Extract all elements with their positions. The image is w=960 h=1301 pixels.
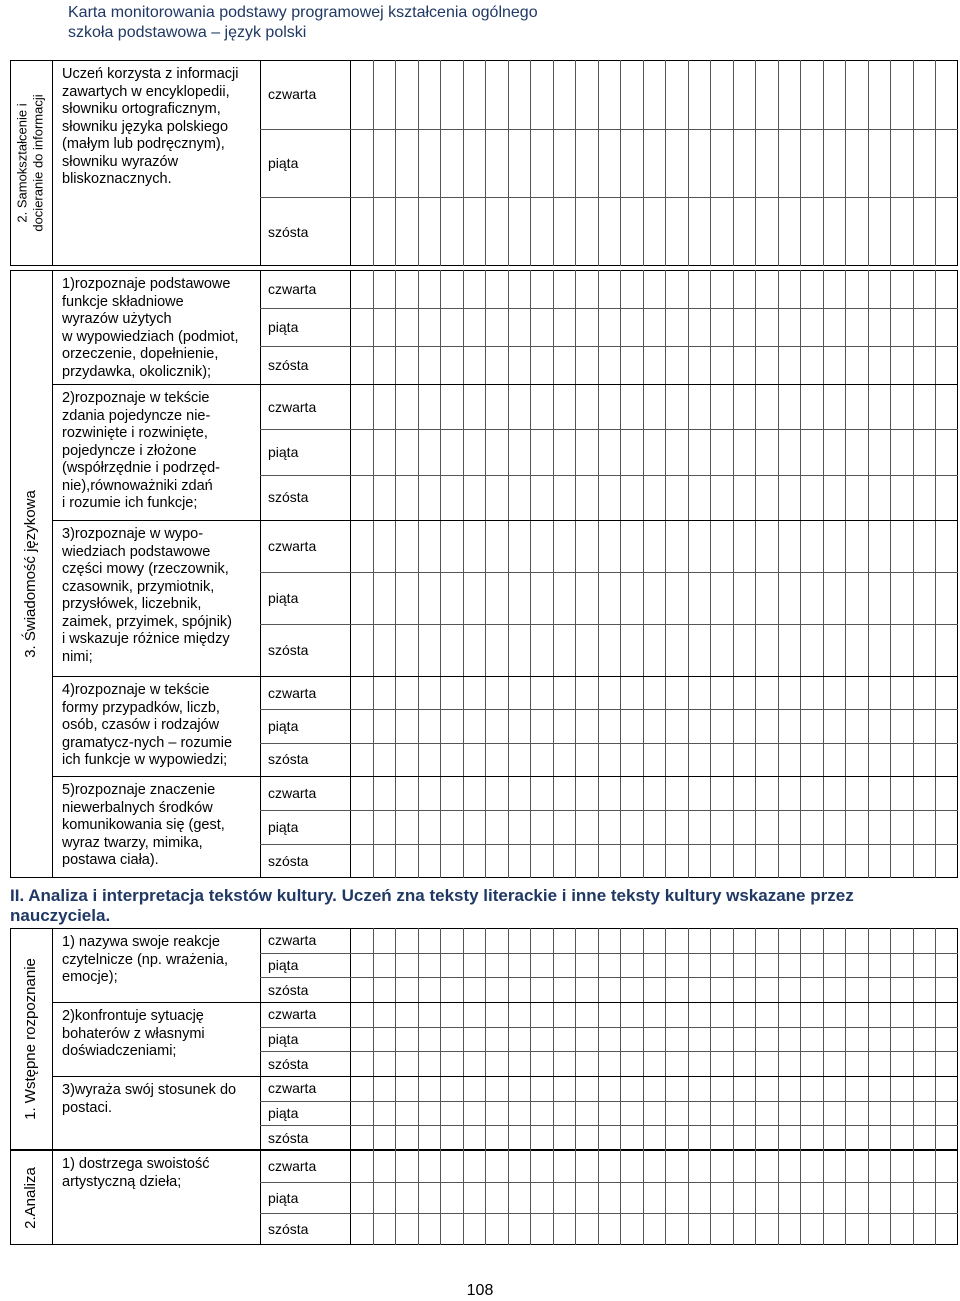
block_samoksztalcenie-grid-col [665,60,666,266]
block_samoksztalcenie-grid-col [395,60,396,266]
block_analiza-grid-col [868,1150,869,1245]
block_analiza-grid-col [373,1150,374,1245]
grade-label-czwarta: czwarta [268,685,317,701]
block_rozpoznanie-grid-col [620,928,621,1150]
block_rozpoznanie-grid-col [395,928,396,1150]
block_analiza-grid-col [935,1150,936,1245]
block_rozpoznanie-col-line [260,928,261,1150]
block_swiadomosc-grid-col [688,270,689,878]
grade-label-czwarta: czwarta [268,538,317,554]
block_swiadomosc-label-cell [10,270,52,878]
block_rozpoznanie-grid-col [553,928,554,1150]
block_rozpoznanie-grade-line [260,1051,958,1052]
block_analiza-grid-col [643,1150,644,1245]
block_rozpoznanie-grid-col [440,928,441,1150]
block_rozpoznanie-grid-col [485,928,486,1150]
block_samoksztalcenie-grade-line [260,197,958,198]
block_analiza-grid-col [778,1150,779,1245]
block_analiza-grid-col [688,1150,689,1245]
block_samoksztalcenie-grid-col [620,60,621,266]
block_samoksztalcenie-grid-col [868,60,869,266]
grade-label-czwarta: czwarta [268,785,317,801]
block_rozpoznanie-label-cell [10,928,52,1150]
block_rozpoznanie-grid-col [733,928,734,1150]
block_swiadomosc-grid-col [800,270,801,878]
block_rozpoznanie-col-line [350,928,351,1150]
block_swiadomosc-grid-col [778,270,779,878]
block_samoksztalcenie-grid-col [935,60,936,266]
page-number: 108 [466,1282,494,1299]
grade-label-piata: piąta [268,155,299,171]
label-line: 1. Wstępne rozpoznanie [22,958,40,1120]
block_rozpoznanie-grid-col [688,928,689,1150]
block_swiadomosc-grid-col [823,270,824,878]
grade-label-szosta: szósta [268,1056,309,1072]
block_samoksztalcenie-grid-col [643,60,644,266]
label-line: 3. Świadomość językowa [22,490,40,658]
block_swiadomosc-grade-line [260,475,958,476]
block_swiadomosc-grid-col [733,270,734,878]
block_swiadomosc-grid-col [665,270,666,878]
block_samoksztalcenie-grid-col [800,60,801,266]
criterion-text: 2)konfrontuje sytuację bohaterów z własnymi doświadczeniami; [62,1008,205,1059]
block_samoksztalcenie-grid-col [508,60,509,266]
grade-label-czwarta: czwarta [268,86,317,102]
block_swiadomosc-grade-line [260,743,958,744]
block_rozpoznanie-grid-col [755,928,756,1150]
block_samoksztalcenie-grid-col [575,60,576,266]
block_swiadomosc-grid-col [755,270,756,878]
block_swiadomosc-grid-col [643,270,644,878]
block_samoksztalcenie-grid-col [733,60,734,266]
label-line: 2. Samokształcenie i [15,103,31,223]
block_swiadomosc-col-line [350,270,351,878]
block_swiadomosc-grid-col [530,270,531,878]
grade-label-piata: piąta [268,319,299,335]
block_rozpoznanie-grid-col [778,928,779,1150]
grade-label-czwarta: czwarta [268,399,317,415]
block_analiza-grid-col [800,1150,801,1245]
block_swiadomosc-grade-line [260,429,958,430]
block_swiadomosc-col-line [260,270,261,878]
block_samoksztalcenie-grid-col [440,60,441,266]
block_swiadomosc-grid-col [845,270,846,878]
block_analiza-grade-line [260,1213,958,1214]
grade-label-piata: piąta [268,1031,299,1047]
label-line: 2.Analiza [22,1166,39,1229]
block_rozpoznanie-grid-col [823,928,824,1150]
header-title: Karta monitorowania podstawy programowej kształcenia ogólnego [68,4,538,21]
block_swiadomosc-grade-line [260,308,958,309]
block_rozpoznanie-grid-col [845,928,846,1150]
block_swiadomosc-grid-col [395,270,396,878]
block_swiadomosc-grid-col [418,270,419,878]
grade-label-szosta: szósta [268,982,309,998]
section-title: II. Analiza i interpretacja tekstów kultury. Uczeń zna teksty literackie i inne teksty kultury wskazane przez nauczyciela. [10,886,854,925]
block_analiza-grid-col [463,1150,464,1245]
block_analiza-grid-col [890,1150,891,1245]
block_analiza-grid-col [418,1150,419,1245]
block_samoksztalcenie-grade-line [260,129,958,130]
block_swiadomosc-grid-col [710,270,711,878]
grade-label-czwarta: czwarta [268,1080,317,1096]
block_rozpoznanie-grid-col [575,928,576,1150]
block_rozpoznanie-grid-col [935,928,936,1150]
block_rozpoznanie-grid-col [508,928,509,1150]
criterion-text: 1) nazywa swoje reakcje czytelnicze (np. wrażenia, emocje); [62,934,229,985]
block_swiadomosc-grid-col [553,270,554,878]
block_samoksztalcenie-label-cell [10,60,52,266]
block_analiza-grade-line [260,1182,958,1183]
block_swiadomosc-grid-col [868,270,869,878]
criterion-text: 1)rozpoznaje podstawowe funkcje składniowe wyrazów użytych w wypowiedziach (podmiot, orzeczenie, dopełnienie, przydawka, okolicznik); [62,276,239,380]
block_rozpoznanie-grade-line [260,977,958,978]
block_rozpoznanie-grid-col [913,928,914,1150]
block_swiadomosc-grid-col [620,270,621,878]
block_rozpoznanie-row-line [52,1076,958,1077]
grade-label-piata: piąta [268,444,299,460]
block_swiadomosc-grade-line [260,346,958,347]
block_rozpoznanie-label [22,958,40,1120]
block_swiadomosc-label [22,490,40,658]
criterion-text: Uczeń korzysta z informacji zawartych w encyklopedii, słowniku ortograficznym, słowniku języka polskiego (małym lub podręcznym), słowniku wyrazów bliskoznacznych. [62,66,239,187]
block_swiadomosc-row-line [52,520,958,521]
grade-label-szosta: szósta [268,224,309,240]
criterion-text: 4)rozpoznaje w tekście formy przypadków, liczb, osób, czasów i rodzajów gramatycz-nych – rozumie ich funkcje w wypowiedzi; [62,682,233,768]
block_rozpoznanie-grid-col [868,928,869,1150]
block_rozpoznanie-grid-col [890,928,891,1150]
block_analiza-col-line [350,1150,351,1245]
block_swiadomosc-grade-line [260,844,958,845]
block_rozpoznanie-grade-line [260,1101,958,1102]
criterion-text: 5)rozpoznaje znaczenie niewerbalnych środków komunikowania się (gest, wyraz twarzy, mimika, postawa ciała). [62,782,225,868]
block_samoksztalcenie-grid-col [530,60,531,266]
block_rozpoznanie-grid-col [530,928,531,1150]
grade-label-piata: piąta [268,957,299,973]
block_samoksztalcenie-grid-col [598,60,599,266]
grade-label-szosta: szósta [268,853,309,869]
block_samoksztalcenie-grid-col [418,60,419,266]
block_analiza-grid-col [575,1150,576,1245]
block_swiadomosc-grid-col [463,270,464,878]
block_rozpoznanie-grid-col [418,928,419,1150]
block_swiadomosc-row-line [52,776,958,777]
block_analiza-grid-col [733,1150,734,1245]
block_samoksztalcenie-grid-col [463,60,464,266]
grade-label-czwarta: czwarta [268,281,317,297]
block_rozpoznanie-grade-line [260,953,958,954]
header-subtitle: szkoła podstawowa – język polski [68,24,307,41]
block_rozpoznanie-grid-col [665,928,666,1150]
block_rozpoznanie-grid-col [710,928,711,1150]
block_swiadomosc-grade-line [260,572,958,573]
grade-label-szosta: szósta [268,642,309,658]
block_analiza-grid-col [620,1150,621,1245]
block_analiza-label [22,1167,40,1229]
block_swiadomosc-row-line [52,676,958,677]
block_swiadomosc-grid-col [890,270,891,878]
criterion-text: 1) dostrzega swoistość artystyczną dzieła; [62,1156,210,1190]
block_analiza-grid-col [440,1150,441,1245]
block_analiza-grid-col [913,1150,914,1245]
grade-label-szosta: szósta [268,357,309,373]
block_samoksztalcenie-label [15,94,47,231]
block_analiza-grid-col [710,1150,711,1245]
grade-label-piata: piąta [268,590,299,606]
block_samoksztalcenie-grid-col [688,60,689,266]
block_swiadomosc-grid-col [440,270,441,878]
block_rozpoznanie-grade-line [260,1125,958,1126]
grade-label-szosta: szósta [268,1130,309,1146]
block_swiadomosc-grid-col [575,270,576,878]
grade-label-szosta: szósta [268,751,309,767]
block_analiza-grid-col [845,1150,846,1245]
block_samoksztalcenie-grid-col [485,60,486,266]
criterion-text: 3)wyraża swój stosunek do postaci. [62,1082,237,1116]
grade-label-piata: piąta [268,1190,299,1206]
criterion-text: 3)rozpoznaje w wypo- wiedziach podstawowe części mowy (rzeczownik, czasownik, przymiotnik, przysłówek, liczebnik, zaimek, przyimek, spójnik) i wskazuje różnice między nimi; [62,526,233,665]
grade-label-czwarta: czwarta [268,932,317,948]
label-line: docieranie do informacji [31,94,47,232]
grade-label-czwarta: czwarta [268,1158,317,1174]
block_rozpoznanie-grade-line [260,1027,958,1028]
block_analiza-grid-col [530,1150,531,1245]
block_samoksztalcenie-grid-col [778,60,779,266]
block_swiadomosc-grid-col [373,270,374,878]
block_swiadomosc-grid-col [508,270,509,878]
grade-label-szosta: szósta [268,1221,309,1237]
block_samoksztalcenie-grid-col [913,60,914,266]
block_analiza-grid-col [508,1150,509,1245]
block_rozpoznanie-grid-col [373,928,374,1150]
block_analiza-grid-col [553,1150,554,1245]
block_rozpoznanie-row-line [52,1002,958,1003]
block_swiadomosc-grade-line [260,810,958,811]
block_samoksztalcenie-grid-col [845,60,846,266]
grade-label-piata: piąta [268,819,299,835]
block_rozpoznanie-grid-col [463,928,464,1150]
block_analiza-grid-col [395,1150,396,1245]
grade-label-czwarta: czwarta [268,1006,317,1022]
block_samoksztalcenie-grid-col [710,60,711,266]
block_samoksztalcenie-grid-col [373,60,374,266]
block_swiadomosc-grid-col [935,270,936,878]
block_analiza-grid-col [598,1150,599,1245]
block_samoksztalcenie-col-line [260,60,261,266]
block_samoksztalcenie-col-line [350,60,351,266]
criterion-text: 2)rozpoznaje w tekście zdania pojedyncze nie- rozwinięte i rozwinięte, pojedyncze i złożone (współrzędnie i podrzęd- nie),równoważniki zdań i rozumie ich funkcje; [62,390,220,511]
block_swiadomosc-grade-line [260,709,958,710]
block_samoksztalcenie-grid-col [553,60,554,266]
block_samoksztalcenie-grid-col [890,60,891,266]
block_samoksztalcenie-grid-col [823,60,824,266]
grade-label-piata: piąta [268,718,299,734]
grade-label-piata: piąta [268,1105,299,1121]
block_swiadomosc-grade-line [260,624,958,625]
block_swiadomosc-grid-col [485,270,486,878]
block_rozpoznanie-grid-col [800,928,801,1150]
block_analiza-grid-col [755,1150,756,1245]
block_rozpoznanie-grid-col [643,928,644,1150]
block_samoksztalcenie-grid-col [755,60,756,266]
block_swiadomosc-grid-col [598,270,599,878]
block_swiadomosc-grid-col [913,270,914,878]
block_swiadomosc-row-line [52,384,958,385]
grade-label-szosta: szósta [268,489,309,505]
block_rozpoznanie-grid-col [598,928,599,1150]
block_analiza-grid-col [485,1150,486,1245]
block_analiza-grid-col [823,1150,824,1245]
block_analiza-col-line [260,1150,261,1245]
block_analiza-grid-col [665,1150,666,1245]
document-header [68,3,868,43]
block_analiza-label-cell [10,1150,52,1245]
